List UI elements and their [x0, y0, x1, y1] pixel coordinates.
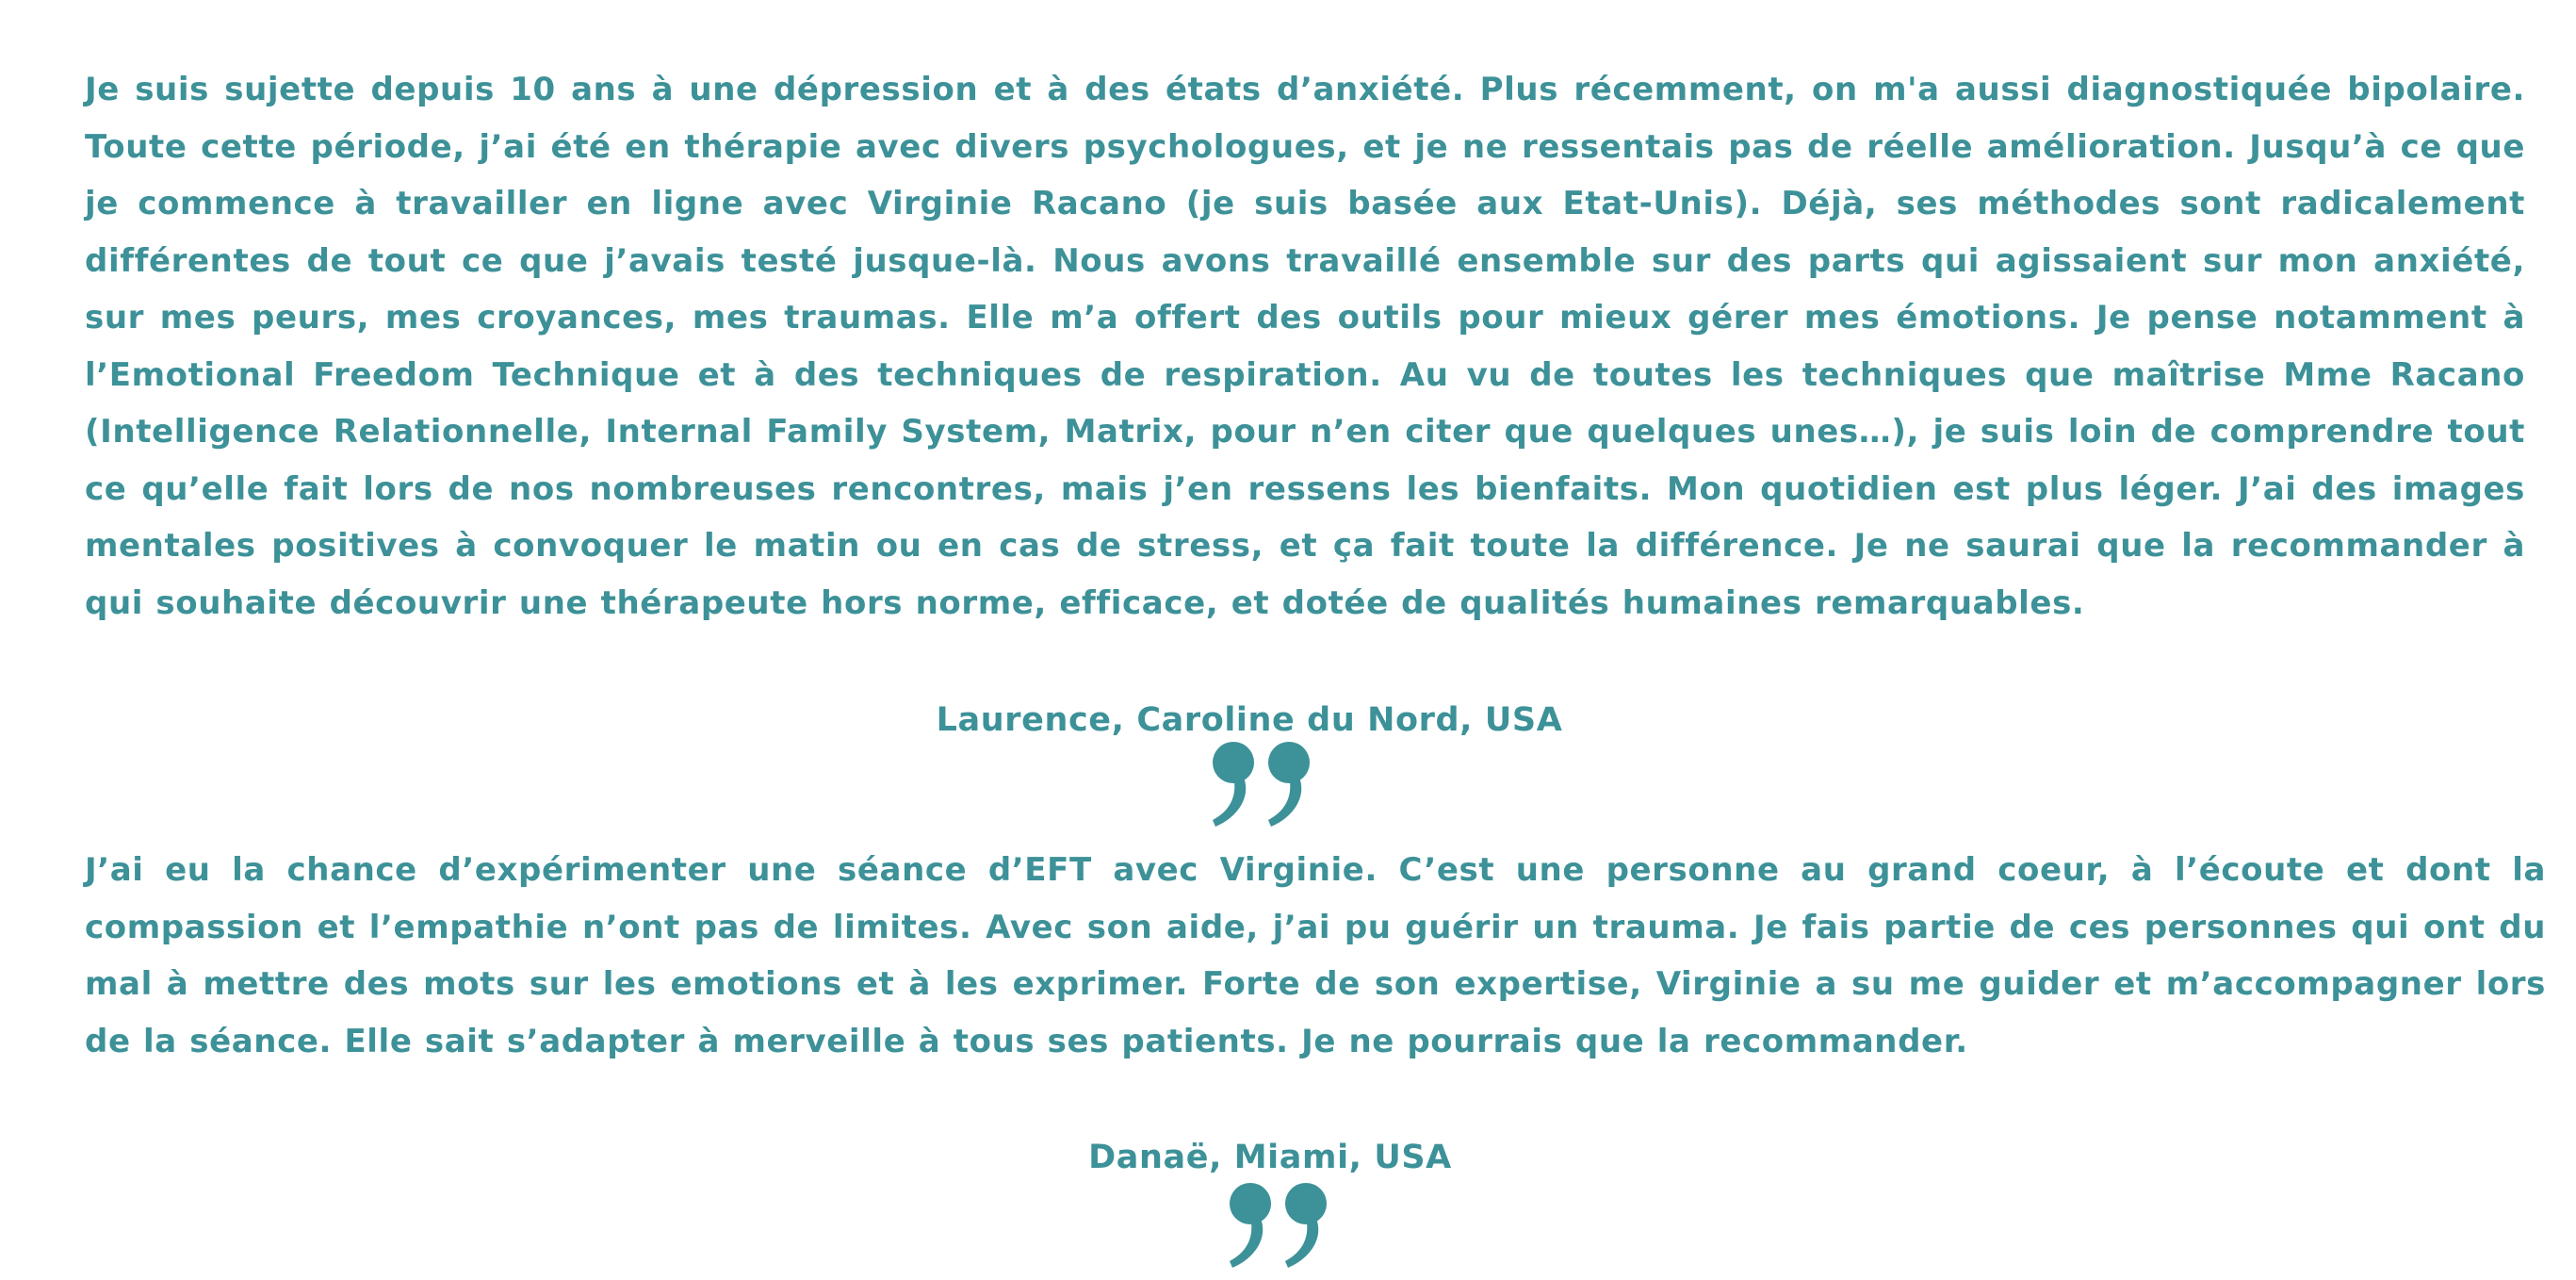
closing-quote-icon [1210, 740, 1315, 827]
testimonial-text: Je suis sujette depuis 10 ans à une dépression et à des états d’anxiété. Plus récemment, on m'a aussi diagnostiquée bipolaire. Toute cette période, j’ai été en thérapie avec divers psychologues, et je ne ressentais pas de réelle amélioration. Jusqu’à ce que je commence à travailler en ligne avec Virginie Racano (je suis basée aux Etat-Unis). Déjà, ses méthodes sont radicalement différentes de tout ce que j’avais testé jusque-là. Nous avons travaillé ensemble sur des parts qui agissaient sur mon anxiété, sur mes peurs, mes croyances, mes traumas. Elle m’a offert des outils pour mieux gérer mes émotions. Je pense notamment à l’Emotional Freedom Technique et à des techniques de respiration. Au vu de toutes les techniques que maîtrise Mme Racano (Intelligence Relationnelle, Internal Family System, Matrix, pour n’en citer que quelques unes…), je suis loin de comprendre tout ce qu’elle fait lors de nos nombreuses rencontres, mais j’en ressens les bienfaits. Mon quotidien est plus léger. J’ai des images mentales positives à convoquer le matin ou en cas de stress, et ça fait toute la différence. Je ne saurai que la recommander à qui souhaite découvrir une thérapeute hors norme, efficace, et dotée de qualités humaines remarquables. [85, 71, 2525, 622]
testimonial-author: Laurence, Caroline du Nord, USA [936, 701, 1563, 739]
closing-quote-icon [1227, 1181, 1332, 1268]
testimonial-text: J’ai eu la chance d’expérimenter une séance d’EFT avec Virginie. C’est une personne au grand coeur, à l’écoute et dont la compassion et l’empathie n’ont pas de limites. Avec son aide, j’ai pu guérir un trauma. Je fais partie de ces personnes qui ont du mal à mettre des mots sur les emotions et à les exprimer. Forte de son expertise, Virginie a su me guider et m’accompagner lors de la séance. Elle sait s’adapter à merveille à tous ses patients. Je ne pourrais que la recommander. [85, 851, 2546, 1060]
testimonial-author: Danaë, Miami, USA [1088, 1139, 1452, 1176]
